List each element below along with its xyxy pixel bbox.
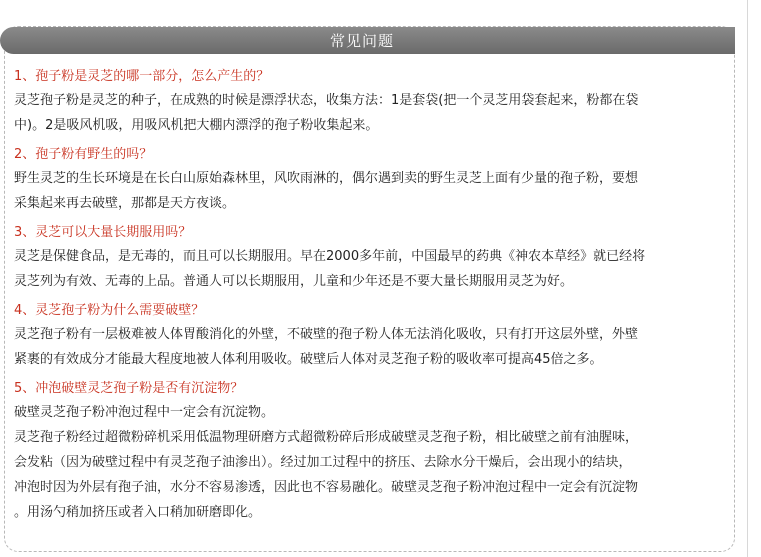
faq-question: 2、孢子粉有野生的吗？ bbox=[14, 147, 153, 162]
faq-question: 4、灵芝孢子粉为什么需要破壁？ bbox=[14, 303, 205, 318]
faq-answer-line: 破壁灵芝孢子粉冲泡过程中一定会有沉淀物。 bbox=[14, 405, 275, 420]
faq-answer-line: 灵芝列为有效、无毒的上品。普通人可以长期服用，儿童和少年还是不要大量长期服用灵芝为好。 bbox=[14, 274, 574, 289]
faq-answer-line: 紧裹的有效成分才能最大程度地被人体利用吸收。破壁后人体对灵芝孢子粉的吸收率可提高45倍之多。 bbox=[14, 352, 603, 367]
faq-answer-line: 采集起来再去破壁，那都是天方夜谈。 bbox=[14, 196, 236, 211]
faq-answer-line: 灵芝孢子粉是灵芝的种子，在成熟的时候是漂浮状态，收集方法：1是套袋(把一个灵芝用袋套起来，粉都在袋 bbox=[14, 93, 639, 108]
faq-answer-line: 冲泡时因为外层有孢子油，水分不容易渗透，因此也不容易融化。破壁灵芝孢子粉冲泡过程中一定会有沉淀物 bbox=[14, 480, 639, 495]
faq-list bbox=[14, 66, 730, 525]
faq-answer-line: 。用汤勺稍加挤压或者入口稍加研磨即化。 bbox=[14, 505, 262, 520]
page-divider-line bbox=[747, 0, 748, 557]
faq-item bbox=[14, 300, 730, 372]
faq-question: 5、冲泡破壁灵芝孢子粉是否有沉淀物？ bbox=[14, 381, 244, 396]
faq-answer-line: 中)。2是吸风机吸，用吸风机把大棚内漂浮的孢子粉收集起来。 bbox=[14, 118, 379, 133]
faq-item bbox=[14, 222, 730, 294]
faq-answer-line: 会发粘（因为破壁过程中有灵芝孢子油渗出）。经过加工过程中的挤压、去除水分干燥后，会出现小的结块， bbox=[14, 455, 632, 470]
faq-item bbox=[14, 144, 730, 216]
faq-answer-line: 灵芝孢子粉经过超微粉碎机采用低温物理研磨方式超微粉碎后形成破壁灵芝孢子粉，相比破壁之前有油腥味， bbox=[14, 430, 639, 445]
faq-header bbox=[0, 27, 735, 54]
faq-answer-line: 灵芝是保健食品，是无毒的，而且可以长期服用。早在2000多年前，中国最早的药典《神农本草经》就已经将 bbox=[14, 249, 646, 264]
faq-question: 3、灵芝可以大量长期服用吗？ bbox=[14, 225, 192, 240]
faq-question: 1、孢子粉是灵芝的哪一部分，怎么产生的？ bbox=[14, 69, 270, 84]
faq-title: 常见问题 bbox=[330, 32, 395, 50]
faq-item bbox=[14, 378, 730, 525]
faq-answer-line: 灵芝孢子粉有一层极难被人体胃酸消化的外壁，不破壁的孢子粉人体无法消化吸收，只有打开这层外壁，外壁 bbox=[14, 327, 639, 342]
faq-answer-line: 野生灵芝的生长环境是在长白山原始森林里，风吹雨淋的，偶尔遇到卖的野生灵芝上面有少量的孢子粉，要想 bbox=[14, 171, 639, 186]
faq-item bbox=[14, 66, 730, 138]
